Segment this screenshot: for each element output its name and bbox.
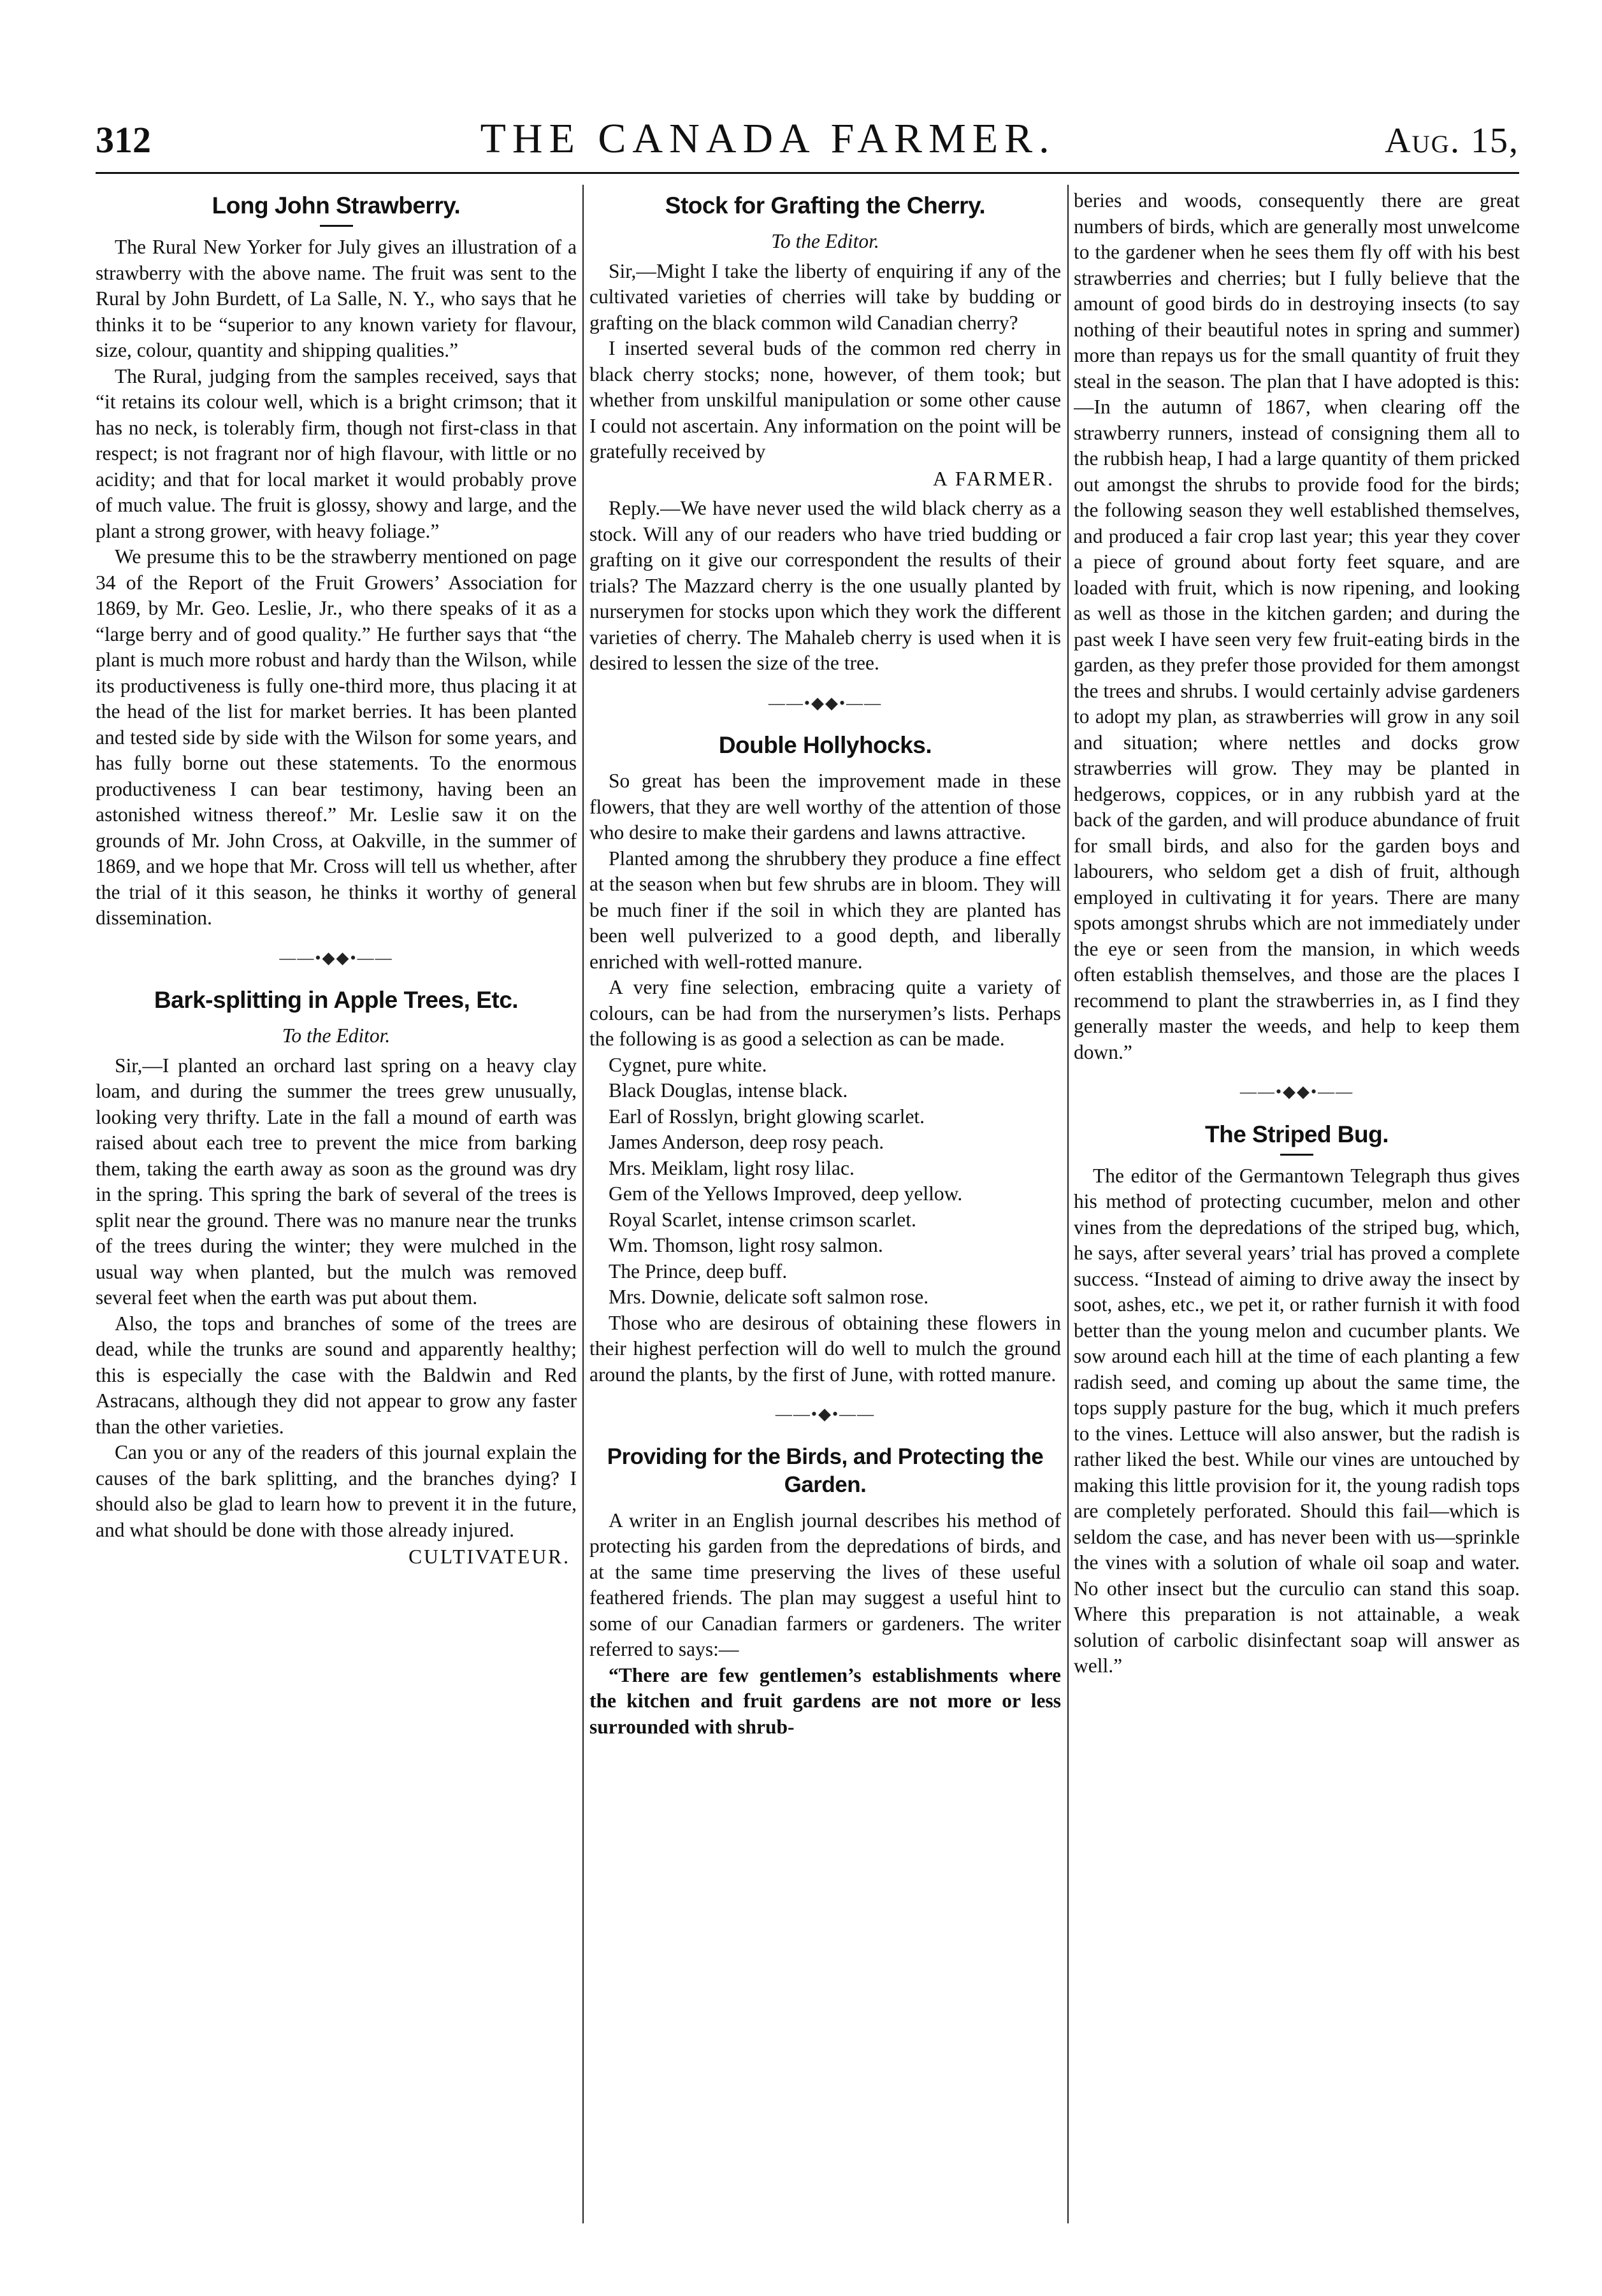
column-3 bbox=[1074, 188, 1520, 2227]
article-heading: Stock for Grafting the Cherry. bbox=[665, 192, 986, 219]
to-the-editor: To the Editor. bbox=[771, 230, 879, 252]
paragraph: Also, the tops and branches of some of the trees are dead, while the trunks are sound and apparently healthy; this is especially the case with the Baldwin and Red Astracans, although they did not appear to grow any faster than the other varieties. bbox=[96, 1312, 577, 1438]
list-item: James Anderson, deep rosy peach. bbox=[609, 1131, 884, 1153]
column-1 bbox=[96, 188, 577, 2227]
list-item: Gem of the Yellows Improved, deep yellow. bbox=[609, 1182, 963, 1205]
list-item: The Prince, deep buff. bbox=[609, 1259, 788, 1282]
paragraph: beries and woods, consequently there are great numbers of birds, which are generally most unwelcome to the gardener when he sees them fly off with his best strawberries and cherries; but I fully believe that the amount of good birds do in destroying insects (to say nothing of their beautiful notes in spring and summer) more than repays us for the small quantity of fruit they steal in the season. The plan that I have adopted is this:—In the autumn of 1867, when clearing off the strawberry runners, instead of consigning them all to the rubbish heap, I had a large quantity of them pricked out amongst the shrubs to provide food for the birds; the following season they well established themselves, and produced a fair crop last year; this year they cover a piece of ground about forty feet square, and are loaded with fruit, which is now ripening, and looking as well as those in the kitchen garden; and during the past week I have seen very few fruit-eating birds in the garden, as they prefer those provided for them amongst the trees and shrubs. I would certainly advise gardeners to adopt my plan, as strawberries will grow in any soil and situation; where nettles and docks grow strawberries will grow. They may be planted in hedgerows, coppices, or in any rubbish yard at the back of the garden, and will produce abundance of fruit for small birds, and also for the garden boys and labourers, who seldom get a dish of fruit, although employed in cultivating it for years. There are many spots amongst shrubs which are not immediately under the eye or seen from the mansion, in which weeds often establish themselves, and those are the places I recommend to plant the strawberries in, as I find they generally master the weeds, and help to keep them down.” bbox=[1074, 189, 1520, 1063]
column-2 bbox=[589, 188, 1061, 2227]
paragraph: The editor of the Germantown Telegraph thus gives his method of protecting cucumber, melon and other vines from the depredations of the striped bug, which, he says, after several years’ trial has proved a complete success. “Instead of aiming to drive away the insect by soot, ashes, etc., we pet it, or rather furnish it with food better than the young melon and cucumber plants. We sow around each hill at the time of each planting a few radish seed, and coming up about the same time, the tops supply pasture for the bug, which it much prefers to the vines. Lettuce will also answer, but the radish is rather liked the best. While our vines are untouched by making this little provision for it, the young radish tops are completely perforated. Should this fail—which is seldom the case, and has never been with us—sprinkle the vines with a solution of whale oil soap and water. No other insect but the curculio can stand this soap. Where this preparation is not attainable, a weak solution of carbolic disinfectant soap will answer as well.” bbox=[1074, 1164, 1520, 1677]
list-item: Mrs. Downie, delicate soft salmon rose. bbox=[609, 1286, 929, 1308]
article-providing-for-birds bbox=[589, 1443, 1061, 1740]
heading-rule bbox=[320, 225, 353, 227]
signature: A FARMER. bbox=[933, 467, 1055, 490]
article-striped-bug bbox=[1074, 1121, 1520, 1679]
section-divider: ——•◆◆•—— bbox=[1239, 1082, 1354, 1101]
article-heading: Long John Strawberry. bbox=[212, 192, 461, 219]
paragraph: “There are few gentlemen’s establishments where the kitchen and fruit gardens are not more or less surrounded with shrub- bbox=[589, 1663, 1061, 1738]
list-item: Earl of Rosslyn, bright glowing scarlet. bbox=[609, 1105, 925, 1128]
article-heading: Double Hollyhocks. bbox=[718, 732, 932, 758]
list-item: Cygnet, pure white. bbox=[609, 1053, 767, 1076]
list-item: Black Douglas, intense black. bbox=[609, 1079, 848, 1101]
article-double-hollyhocks bbox=[589, 731, 1061, 1388]
issue-date: Aug. 15, bbox=[1385, 121, 1519, 161]
paragraph: We presume this to be the strawberry mentioned on page 34 of the Report of the Fruit Growers’ Association for 1869, by Mr. Geo. Leslie, Jr., who there speaks of it as a “large berry and of good quality.” He further says that “the plant is much more robust and hardy than the Wilson, while its productiveness is fully one-third more, thus placing it at the head of the list for market berries. It has been planted and tested side by side with the Wilson for some years, and has fully borne out these statements. To the enormous productiveness I can bear testimony, having been an astonished witness thereof.” Mr. Leslie saw it on the grounds of Mr. John Cross, at Oakville, in the summer of 1869, and we hope that Mr. Cross will tell us whether, after the trial of it this season, he thinks it worthy of general dissemination. bbox=[96, 545, 577, 929]
paragraph: So great has been the improvement made in these flowers, that they are well worthy of the attention of those who desire to make their gardens and lawns attractive. bbox=[589, 770, 1061, 843]
to-the-editor: To the Editor. bbox=[282, 1024, 391, 1047]
masthead bbox=[96, 115, 1519, 174]
paragraph: Planted among the shrubbery they produce a fine effect at the season when but few shrubs are in bloom. They will be much finer if the soil in which they are planted has been well pulverized to a good depth, and liberally enriched with well-rotted manure. bbox=[589, 847, 1061, 973]
article-providing-for-birds-continued bbox=[1074, 188, 1520, 1065]
paragraph: Can you or any of the readers of this journal explain the causes of the bark splitting, and the branches dying? I should also be glad to learn how to prevent it in the future, and what should be done with those already injured. bbox=[96, 1441, 577, 1541]
paragraph: A writer in an English journal describes his method of protecting his garden from the depredations of birds, and at the same time preserving the lives of these useful feathered friends. The plan may suggest a useful hint to some of our Canadian farmers or gardeners. The writer referred to says:— bbox=[589, 1509, 1061, 1660]
page-number: 312 bbox=[96, 119, 151, 161]
article-bark-splitting bbox=[96, 986, 577, 1570]
heading-rule bbox=[1280, 1154, 1313, 1156]
newspaper-title: THE CANADA FARMER. bbox=[480, 115, 1056, 162]
article-long-john-strawberry bbox=[96, 192, 577, 931]
paragraph: The Rural New Yorker for July gives an illustration of a strawberry with the above name. The fruit was sent to the Rural by John Burdett, of La Salle, N. Y., who says that he thinks it to be “superior to any known variety for flavour, size, colour, quantity and shipping qualities.” bbox=[96, 236, 577, 361]
signature: CULTIVATEUR. bbox=[408, 1546, 570, 1568]
variety-list bbox=[589, 1052, 1061, 1310]
article-heading: Providing for the Birds, and Protecting the Garden. bbox=[607, 1444, 1044, 1497]
list-item: Wm. Thomson, light rosy salmon. bbox=[609, 1234, 883, 1256]
column-rule bbox=[582, 185, 584, 2223]
article-cherry-stock bbox=[589, 192, 1061, 677]
article-heading: Bark-splitting in Apple Trees, Etc. bbox=[154, 987, 519, 1013]
paragraph: Those who are desirous of obtaining these flowers in their highest perfection will do well to mulch the ground around the plants, by the first of June, with rotted manure. bbox=[589, 1311, 1061, 1386]
column-rule bbox=[1067, 185, 1069, 2223]
paragraph: Reply.—We have never used the wild black cherry as a stock. Will any of our readers who have tried budding or grafting on it give our correspondent the results of their trials? The Mazzard cherry is the one usually planted by nurserymen for stocks upon which they work the different varieties of cherry. The Mahaleb cherry is used when it is desired to lessen the size of the tree. bbox=[589, 497, 1061, 674]
list-item: Royal Scarlet, intense crimson scarlet. bbox=[609, 1208, 916, 1231]
paragraph: A very fine selection, embracing quite a variety of colours, can be had from the nurserymen’s lists. Perhaps the following is as good a selection as can be made. bbox=[589, 976, 1061, 1050]
section-divider: ——•◆•—— bbox=[775, 1405, 876, 1423]
list-item: Mrs. Meiklam, light rosy lilac. bbox=[609, 1156, 855, 1179]
paragraph: The Rural, judging from the samples received, says that “it retains its colour well, which is a bright crimson; that it has no neck, is tolerably firm, though not first-class in that respect; is not fragrant nor of high flavour, with little or no acidity; and that for local market it would probably prove of much value. The fruit is glossy, showy and large, and the plant a strong grower, with heavy foliage.” bbox=[96, 364, 577, 542]
article-heading: The Striped Bug. bbox=[1205, 1121, 1389, 1147]
section-divider: ——•◆◆•—— bbox=[279, 948, 393, 967]
paragraph: Sir,—Might I take the liberty of enquiring if any of the cultivated varieties of cherries will take by budding or grafting on the black common wild Canadian cherry? bbox=[589, 259, 1061, 334]
paragraph: I inserted several buds of the common red cherry in black cherry stocks; none, however, of them took; but whether from unskilful manipulation or some other cause I could not ascertain. Any information on the point will be gratefully received by bbox=[589, 337, 1061, 463]
paragraph: Sir,—I planted an orchard last spring on a heavy clay loam, and during the summer the trees grew unusually, looking very thrifty. Late in the fall a mound of earth was raised about each tree to prevent the mice from barking them, taking the earth away as soon as the ground was dry in the spring. This spring the bark of several of the trees is split near the ground. There was no manure near the trunks of the trees during the winter; they were mulched in the usual way when planted, but the mulch was removed several feet when the earth was put about them. bbox=[96, 1054, 577, 1309]
section-divider: ——•◆◆•—— bbox=[768, 693, 883, 712]
